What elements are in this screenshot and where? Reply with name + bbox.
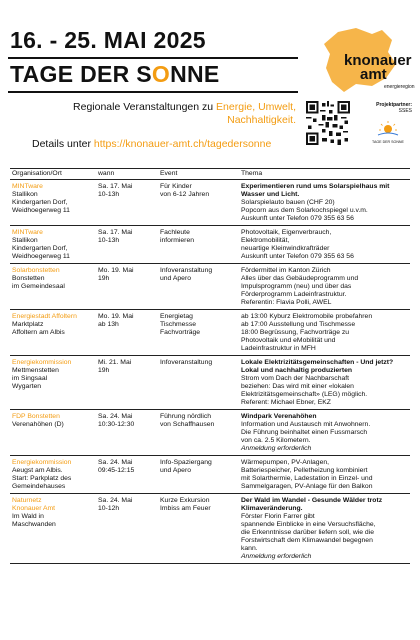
theme-description: Photovoltaik, Eigenverbrauch, Elektromobilität, neuartige Kleinwindkrafträder Auskunft unter Telefon 079 355 63 56 <box>241 229 354 260</box>
theme-description: Fördermittel im Kanton Zürich Alles über das Gebäudeprogramm und Impulsprogramm (neu) und über das Förderprogramm Ladeinfrastruktur. Referentin: Flavia Polli, AWEL <box>241 267 359 306</box>
cell-event: Fachleute informieren <box>158 226 239 264</box>
theme-description: Information und Austausch mit Anwohnern. Die Führung beinhaltet einen Fussmarsch von ca. 2.5 Kilometern. <box>241 421 371 444</box>
event-location: Marktplatz Affoltern am Albis <box>12 321 65 336</box>
cell-event: Kurze Exkursion Imbiss am Feuer <box>158 494 239 564</box>
table-header-row <box>10 169 410 180</box>
project-partner <box>358 102 412 114</box>
theme-headline: Windpark Verenahöhen <box>241 413 317 420</box>
cell-event: Für Kinder von 6-12 Jahren <box>158 180 239 226</box>
logo-wordmark <box>344 54 412 82</box>
cell-theme <box>239 226 410 264</box>
organiser-name: MINTware <box>12 229 43 236</box>
event-dates: 16. - 25. MAI 2025 <box>10 27 206 53</box>
cell-event: Infoveranstaltung und Apero <box>158 264 239 310</box>
table-row <box>10 456 410 494</box>
event-location: Mettmenstetten im Singsaal Wygarten <box>12 367 59 390</box>
event-location: Stallikon Kindergarten Dorf, Weidhoegerweg 11 <box>12 237 70 260</box>
details-label: Details unter <box>32 138 94 150</box>
organiser-name: Energiekommission <box>12 459 72 466</box>
organiser-name: Solarbonstetten <box>12 267 60 274</box>
partner-label: Projektpartner: <box>376 102 412 108</box>
cell-organisation <box>10 456 96 494</box>
table-row <box>10 264 410 310</box>
table-row <box>10 410 410 456</box>
organiser-name: FDP Bonstetten <box>12 413 60 420</box>
partner-name: SSES <box>398 108 412 114</box>
logo-line-1: knonauer <box>344 52 412 69</box>
theme-headline: Lokale Elektrizitätsgemeinschaften - Und jetzt? Lokal und nachhaltig produzierten <box>241 359 394 374</box>
cell-organisation <box>10 310 96 356</box>
sses-logo-text: TAGE DER SONNE <box>372 140 404 144</box>
cell-event: Energietag Tischmesse Fachvorträge <box>158 310 239 356</box>
cell-event: Führung nördlich von Schaffhausen <box>158 410 239 456</box>
table-row <box>10 310 410 356</box>
title-part-1: TAGE DER S <box>10 61 152 87</box>
table-row <box>10 356 410 410</box>
col-header-event: Event <box>158 169 239 180</box>
event-location: Im Wald in Maschwanden <box>12 513 56 528</box>
sses-sun-logo-icon <box>366 120 410 146</box>
cell-theme <box>239 356 410 410</box>
title-underline <box>8 91 298 93</box>
cell-theme <box>239 410 410 456</box>
cell-when: Sa. 17. Mai 10-13h <box>96 226 158 264</box>
cell-organisation <box>10 410 96 456</box>
cell-theme <box>239 494 410 564</box>
title-sun-letter: O <box>151 61 171 87</box>
col-header-theme: Thema <box>239 169 410 180</box>
cell-event: Info-Spaziergang und Apero <box>158 456 239 494</box>
cell-when: Mo. 19. Mai 19h <box>96 264 158 310</box>
table-row <box>10 494 410 564</box>
event-title <box>10 61 220 88</box>
organiser-name: Energiekommission <box>12 359 72 366</box>
cell-when: Sa. 17. Mai 10-13h <box>96 180 158 226</box>
qr-code-icon <box>306 101 350 145</box>
theme-headline: Experimentieren rund ums Solarspielhaus mit Wasser und Licht. <box>241 183 390 198</box>
intro-topics-2: Nachhaltigkeit. <box>227 114 296 126</box>
col-header-org: Organisation/Ort <box>10 169 96 180</box>
organiser-name: MINTware <box>12 183 43 190</box>
organiser-name: Energiestadt Affoltern <box>12 313 77 320</box>
events-table <box>10 168 410 564</box>
cell-organisation <box>10 264 96 310</box>
theme-description: Förster Florin Farrer gibt spannende Einblicke in eine Versuchsfläche, die Erkenntnisse darüber liefern soll, wie die Forstwirtschaft dem Klimawandel begegnen kann. <box>241 513 376 552</box>
cell-theme <box>239 264 410 310</box>
details-link[interactable]: https://knonauer-amt.ch/tagedersonne <box>93 138 272 150</box>
theme-description: Strom vom Dach der Nachbarschaft beziehen: Das wird mit einer «lokalen Elektrizitätsgemeinschaft» (LEG) möglich. Referent: Michael Ebner, EKZ <box>241 375 368 406</box>
theme-description: Solarspielauto bauen (CHF 20) Popcorn aus dem Solarkochspiegel u.v.m. Auskunft unter Telefon 079 355 63 56 <box>241 199 368 222</box>
theme-description: ab 13:00 Kyburz Elektromobile probefahren ab 17:00 Ausstellung und Tischmesse 18:00 Begrüssung, Fachvorträge zu Photovoltaik und eMobilität und Ladeinfrastruktur in MFH <box>241 313 373 352</box>
cell-theme <box>239 180 410 226</box>
event-location: Bonstetten im Gemeindesaal <box>12 275 65 290</box>
intro-topics-1: Energie, Umwelt, <box>216 101 296 113</box>
cell-organisation <box>10 494 96 564</box>
registration-note: Anmeldung erforderlich <box>241 553 312 560</box>
details-line <box>32 138 271 150</box>
event-location: Verenahöhen (D) <box>12 421 64 428</box>
table-row <box>10 180 410 226</box>
cell-theme <box>239 310 410 356</box>
cell-when: Mo. 19. Mai ab 13h <box>96 310 158 356</box>
title-divider <box>8 57 298 59</box>
intro-line-1: Regionale Veranstaltungen zu <box>73 101 217 113</box>
logo-subtitle: energieregion <box>384 84 415 90</box>
title-part-2: NNE <box>170 61 220 87</box>
cell-organisation <box>10 356 96 410</box>
organiser-name: Naturnetz Knonauer Amt <box>12 497 56 512</box>
intro-text <box>73 101 296 127</box>
table-row <box>10 226 410 264</box>
cell-organisation <box>10 180 96 226</box>
cell-when: Mi. 21. Mai 19h <box>96 356 158 410</box>
logo-line-2: amt <box>360 66 387 83</box>
event-location: Aeugst am Albis. Start: Parkplatz des Gemeindehauses <box>12 467 72 490</box>
knonauer-amt-logo <box>316 26 415 96</box>
col-header-when: wann <box>96 169 158 180</box>
cell-when: Sa. 24. Mai 09:45-12:15 <box>96 456 158 494</box>
theme-description: Wärmepumpen, PV-Anlagen, Batteriespeicher, Pelletheizung kombiniert mit Solarthermie, Ladestation in Einzel- und Sammelgaragen, PV-Anlage für den Balkon <box>241 459 373 490</box>
registration-note: Anmeldung erforderlich <box>241 445 312 452</box>
event-location: Stallikon Kindergarten Dorf, Weidhoegerweg 11 <box>12 191 70 214</box>
cell-when: Sa. 24. Mai 10:30-12:30 <box>96 410 158 456</box>
cell-theme <box>239 456 410 494</box>
cell-when: Sa. 24. Mai 10-12h <box>96 494 158 564</box>
cell-event: Infoveranstaltung <box>158 356 239 410</box>
cell-organisation <box>10 226 96 264</box>
theme-headline: Der Wald im Wandel - Gesunde Wälder trotz Klimaveränderung. <box>241 497 383 512</box>
